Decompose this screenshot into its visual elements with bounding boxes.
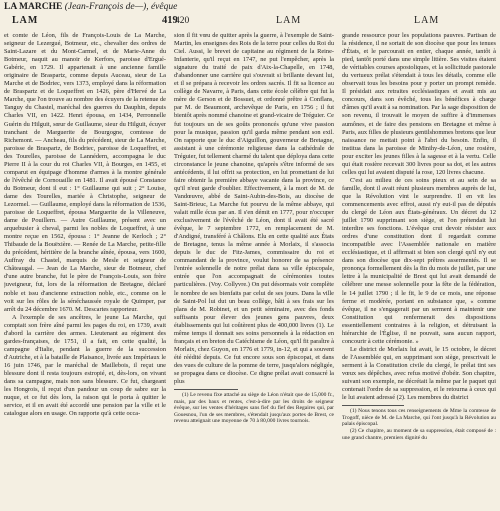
- right-column-head: LAM: [414, 15, 440, 26]
- column-right: [342, 32, 496, 502]
- center-column-head: LAM: [276, 15, 302, 26]
- entry-subtitle: (Jean-François de—), évêque: [64, 2, 178, 12]
- footnote-rule: [174, 389, 238, 390]
- paragraph: Le district de Morlaix lui avait, le 15 octobre, le décret de l'Assemblée qui, en supprimant son siège, prescrivait le serment à la Constitution civile du clergé, le prélat tint ses vœux ses dépêches, avec refus motivé d'obéir. Son chapitre, suivant son exemple, ne décrétait la même par le paquet qui contenait l'ordre de sa suppression, et le retourna à ceux qui le lui avaient adressé (2). Les membres du district: [342, 345, 496, 402]
- page-headers: [4, 14, 496, 28]
- paragraph: A l'exemple de ses ancêtres, le jeune La Marche, qui comptait son frère aîné parmi les pages du roi, en 1739, avait d'abord la carrière des armes. Lieutenant au régiment des gardes-françaises, de 1751, il a fait, en cette qualité, la campagne d'Italie, pendant la guerre de la succession d'Autriche, et à la bataille de Plaisance, livrée aux Impériaux le 16 juin 1746, par le maréchal de Maillebois, il reçut une blessure dont il resta toujours estropié, et, dès-lors, on vivant dans sa campagne, mais non sans blessure. Ce fut, chargeant les Hongrois, il reçut d'un pandour un coup de sabre sur la nuque, et ce fut dès lors, la raison qui le porta à quitter le service, et il en avait été accordé une pension par la ville et le catalogue alors en usage. On rapporte qu'à cette occa-: [4, 313, 166, 418]
- text-columns: [4, 32, 496, 502]
- footnote: (2) Ce chapitre, au moment de sa suppression, était composé de : une grand chantre, premiers dignité du: [342, 427, 496, 441]
- footnote: (1) Nous tenons tous ces renseignements de Mme la comtesse de Trogoff, nièce de M. de La Marche, qui l'ont jusqu'à la Révolution au palais épiscopal.: [342, 408, 496, 428]
- paragraph: et comte de Léon, fils de François-Louis de La Marche, seigneur de Lezergué, Botmeur, etc., chevalier des ordres de Saint-Lazare et du Mont-Carmel, et de Marie-Anne du Botmeur, naquit au manoir de Kerfors, paroisse d'Ergué-Gabéric, en 1729. Il appartenait à une ancienne famille originaire de Braspartz, comme depuis Auceau, sieur de La Marche et de Bodriec, vers 1373, employé dans la réformation de Braspartz et de Loqueffret en 1426, père d'Hervé de La Marche, que l'on trouve au nombre des écuyers de la retenue de Tanguy du Chastel, maréchal des guerres du Dauphin, depuis Charles VII, en 1422. Henri épousa, en 1434, Perronnelle Guérin du Hilguit, sœur de Guillaume, sieur du Hilguit, écuyer tranchant de Marguerite de Bourgogne, comtesse de Richemont. — Ancheau, fils du précédent, sieur de La Marche, paroisse de Braspartz, de Bodriec, paroisse de Loqueffret, et des Tourelles, paroisse de Lannédern, accompagna le duc Pierre II à la cour du roi Charles VII, à Bourges, en 1455, et comparut en équipage d'homme d'armes à la montre générale de l'évêché de Cornouaille en 1481. Il avait épousé Constance du Botmeur, dont il eut : 1° Guillaume qui suit ; 2° Louise, dame des Tourelles, mariée à Christophe, seigneur de Lezormel. — Guillaume, employé dans la réformation de 1536, paroisse de Loqueffret, épousa Marguerite de la Villeneuve, dame de Pouillern. — Autre Guillaume, présent avec un arquebusier à cheval, parmi les nobles de Loqueffret, à une montre reçue en 1562, épousa : 1° Jeanne de Kerloch ; 2° Thibaude de la Bouëxière. — Renée de La Marche, petite-fille du précédent, héritière de la branche aînée, épousa, vers 1600, Auffray du Chastel, marquis de Mesle et seigneur de Châteaugal. — Jean de La Marche, sieur de Botmeur, chef d'une autre branche, fut le père de François-Louis, son frère juveigneur, fut, lors de la réformation de Bretagne, déclaré noble et issu d'ancienne extraction noble, etc., comme on le voit sur les rôles de la sénéchaussée royale de Quimper, par arrêt du 24 décembre 1670. M. Descartes rapporteur.: [4, 32, 166, 313]
- entry-name: LA MARCHE: [4, 2, 63, 12]
- footnote-rule: [342, 405, 404, 406]
- left-page-number: 419: [162, 15, 178, 26]
- column-center: [174, 32, 334, 502]
- paragraph: sion il fit vœu de quitter après la guerre, à l'exemple de Saint-Martin, les enseignes des Rois de la terre pour celles du Roi du Ciel. Aussi, le brevet de capitaine au régiment de la Reine-Infanterie, qu'il reçut en 1747, ne put l'empêcher, après la signature du traité de paix d'Aix-la-Chapelle, en 1748, d'abandonner une carrière qui s'ouvrait si brillante devant lui, et il se prépara à recevoir les ordres sacrés. Il fit sa licence au collège de Navarre, à Paris, dans cette école célèbre qui fut la mère de Gerson et de Bossuet, et ordonné prêtre à Conflans, par M. de Beaumont, archevêque de Paris, en 1756 ; il fut bientôt après nommé chanoine et grand-vicaire de Tréguier. Ce fut toujours un de ses goûts prononcés qu'une vive passion pour la musique, passion qu'il garda même pendant son exil. On rapporte que le duc d'Aiguillon, gouverneur de Bretagne, assistant à une cérémonie religieuse dans la cathédrale de Tréguier, fut tellement charmé du talent que déploya dans cette circonstance le jeune chanoine, qu'après s'être informé de ses antécédents, il lui offrit sa protection, en lui promettant de lui faire obtenir la première abbaye vacante dans la province, ce qu'il n'eut garde d'oublier. Effectivement, à la mort de M. de Vandœuvre, abbé de Saint-Aubin-des-Bois, au diocèse de Saint-Brieuc, La Marche fut pourvu de la même abbaye, qui valait mille écus par an. Il s'en démit en 1777, pour n'occuper exclusivement de l'évêché de Léon, dont il avait été sacré évêque, le 7 septembre 1772, en remplacement de M. d'Andigné, transféré à Châlons. Elu en cette qualité aux États de Bretagne, tenus la même année à Morlaix, il s'associa depuis le duc de Fitz-James, commissaire du roi et commandant de la province, voulut honorer de sa présence l'entrée solennelle de notre prélat dans sa ville épiscopale, entrée que l'on accompagnait de cérémonies toutes particulières. (Voy. Collyvre.) On put désormais voir complète le nombre de ses bienfaits par celui de ses jours. Dans la ville de Saint-Pol lui dut un beau collège, bâti à ses frais sur les plans de M. Robinet, et un petit séminaire, avec des fonds suffisants pour élever des jeunes gens pauvres, deux établissements qui lui coûtèrent plus de 400,000 livres (1). Le même temps il donnait ses soins personnels à la rédaction en français et en breton du Catéchisme de Léon, qu'il fit paraître à Morlaix, chez Guyon, en 1776 et 1779, in-12, et qui a souvent été réédité depuis. Ce fut encore sous son épiscopat, et dans des vues de culture de la pomme de terre, jusqu'alors négligée, se propagea dans ce diocèse. Ce digne prélat avait consacré la plus: [174, 32, 334, 386]
- running-entry-line: [4, 2, 496, 13]
- column-left: [4, 32, 166, 502]
- paragraph: grande ressource pour les populations pauvres. Partisan de la résidence, il ne sortait de son diocèse que pour les tenues d'États, et le parcourait en entier, chaque année, tantôt à pied, tantôt porté dans une simple litière. Ses visites étaient de véritables courses apostoliques, et la sollicitude pastorale du vertueux prélat s'étendait à tous les détails, comme elle observait tous les besoins pour y porter un prompt remède. Il présidait aux retraites ecclésiastiques et avait mis au concours, dans son évêché, tous les bénéfices à charge d'âmes qu'il avait à sa nomination. Par la sage disposition de son revenu, il trouvait le moyen de suffire à d'immenses aumônes, et de faire des pensions en Bretagne et même à Paris, aux filles de plusieurs gentilshommes bretons que leur naissance ne mettait point à l'abri du besoin. Enfin, il institua dans la paroisse de Minihy-de-Léon, une rosière, pour exciter les jeunes filles à la sagesse et à la vertu. Celle qui était rosière recevait 300 livres pour sa dot, et les autres celles qui lui avaient disputé la rose, 120 livres chacune.: [342, 32, 496, 176]
- footnote: (1) Le revenu fixe attaché au siège de Léon n'était que de 15,000 fr., mais, par des baux et rentes, c'est-à-dire par les droits de seigneur évêque, sur les ventes d'héritages sans fief du fief des Regaires qui, par Gouesnou, l'un de ses membres, s'étendait jusqu'aux portes de Brest, ce revenu atteignait une moyenne de 70 à 80,000 livres tournois.: [174, 392, 334, 425]
- paragraph: C'est au milieu de ces soins pieux et au sein de sa famille, dont il avait réuni plusieurs membres auprès de lui, que la Révolution vint le surprendre. Il en vit les commencements avec effroi, aussi n'y eut-il pas de députés du clergé de Léon aux États-généraux. Un décret du 12 juillet 1790 supprimant son siège, et l'on prétendait lui interdire ses fonctions. L'évêque crut devoir résister aux ordres d'une constitution dont il regardait comme incompatible avec l'Assemblée nationale en matière ecclésiastique, et il affirmait si bien son clergé qu'il n'y eut dans son diocèse que dix-sept prêtres assermentés. Il se prononça formellement dès la fin du mois de juillet, par une lettre à la municipalité de Brest qui lui avait demandé de célébrer une messe solennelle pour la fête de la fédération, le 14 juillet 1790 ; il le fit, le 9 de ce mois, une réponse ferme et modérée, portant en substance que, « comme évêque, il ne s'engagerait par un serment à maintenir une Constitution qui renfermerait des dispositions essentiellement contraires à la religion, et détruisant la hiérarchie de l'Église, il ne pouvait, sans aucun rapport, concourir à cette cérémonie. »: [342, 176, 496, 345]
- center-page-number: 420: [175, 16, 190, 26]
- left-column-head: LAM: [12, 15, 39, 26]
